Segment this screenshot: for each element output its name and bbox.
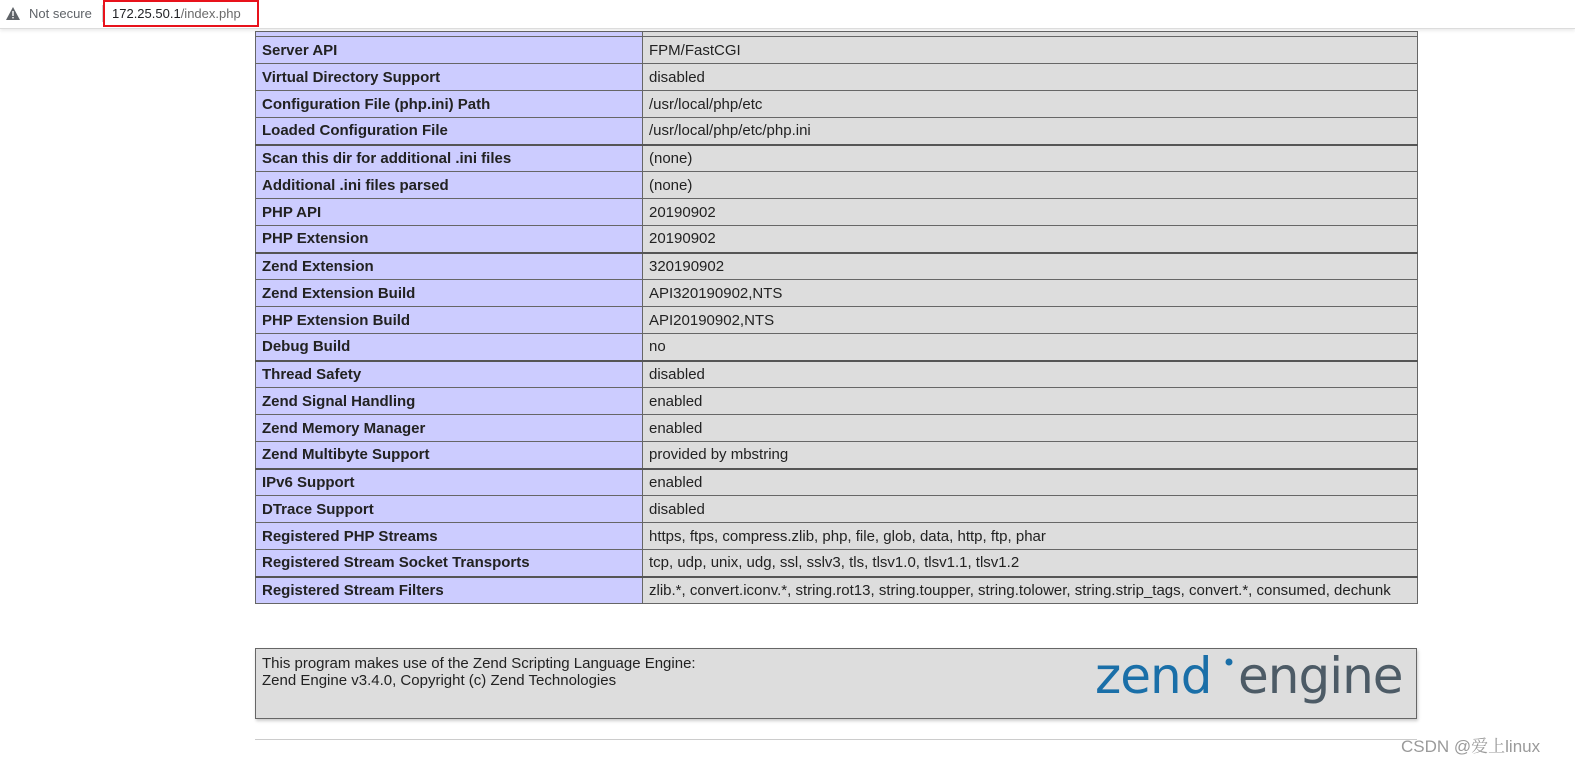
config-name-cell: DTrace Support [256,496,643,523]
config-value-cell: 20190902 [643,199,1418,226]
config-value-cell: no [643,334,1418,361]
config-name-cell: Scan this dir for additional .ini files [256,145,643,172]
zend-logo-word-engine: engine [1238,651,1403,705]
config-name-cell: Server API [256,37,643,64]
config-value-cell: /usr/local/php/etc/php.ini [643,118,1418,145]
table-row [256,334,1418,361]
config-name-cell: Registered Stream Socket Transports [256,550,643,577]
config-value-cell: disabled [643,361,1418,388]
table-row [256,388,1418,415]
config-value-cell: /usr/local/php/etc [643,91,1418,118]
table-row [256,280,1418,307]
table-row [256,550,1418,577]
table-row [256,523,1418,550]
table-row [256,226,1418,253]
table-row [256,442,1418,469]
table-row [256,37,1418,64]
zend-engine-logo[interactable] [1095,651,1411,715]
config-name-cell: Thread Safety [256,361,643,388]
config-name-cell: IPv6 Support [256,469,643,496]
config-name-cell: Loaded Configuration File [256,118,643,145]
url-field[interactable] [112,6,241,21]
zend-info-text [262,655,696,689]
zend-logo-word-zend: zend [1095,651,1212,705]
table-row [256,64,1418,91]
config-value-cell: zlib.*, convert.iconv.*, string.rot13, string.toupper, string.tolower, string.strip_tags, convert.*, consumed, dechunk [643,577,1418,604]
config-name-cell: Zend Extension Build [256,280,643,307]
config-value-cell: provided by mbstring [643,442,1418,469]
config-name-cell: Additional .ini files parsed [256,172,643,199]
config-name-cell: PHP Extension Build [256,307,643,334]
table-row [256,415,1418,442]
config-name-cell: PHP Extension [256,226,643,253]
browser-address-bar [0,0,1575,29]
config-name-cell: Zend Extension [256,253,643,280]
config-value-cell: 20190902 [643,226,1418,253]
config-value-cell: disabled [643,496,1418,523]
config-value-cell: enabled [643,415,1418,442]
config-value-cell: https, ftps, compress.zlib, php, file, glob, data, http, ftp, phar [643,523,1418,550]
table-row [256,145,1418,172]
config-value-cell: 320190902 [643,253,1418,280]
table-row [256,199,1418,226]
config-name-cell: PHP API [256,199,643,226]
config-name-cell: Registered Stream Filters [256,577,643,604]
config-value-cell: (none) [643,145,1418,172]
config-value-cell: tcp, udp, unix, udg, ssl, sslv3, tls, tlsv1.0, tlsv1.1, tlsv1.2 [643,550,1418,577]
table-row [256,307,1418,334]
table-row [256,172,1418,199]
url-host: 172.25.50.1 [112,6,181,21]
zend-info-line2: Zend Engine v3.4.0, Copyright (c) Zend Technologies [262,672,617,689]
table-row [256,469,1418,496]
config-value-cell: enabled [643,469,1418,496]
config-name-cell: Registered PHP Streams [256,523,643,550]
zend-logo-registered-mark [1226,659,1233,666]
footer-divider [255,739,1417,740]
warning-triangle-icon [6,7,20,20]
zend-engine-info-box [255,648,1417,719]
table-row [256,118,1418,145]
url-path: /index.php [180,6,241,21]
config-name-cell: Zend Signal Handling [256,388,643,415]
config-value-cell: enabled [643,388,1418,415]
table-row [256,361,1418,388]
csdn-watermark: CSDN @爱上linux [1401,737,1541,756]
config-value-cell: (none) [643,172,1418,199]
config-name-cell: Zend Multibyte Support [256,442,643,469]
config-value-cell: disabled [643,64,1418,91]
config-name-cell: Zend Memory Manager [256,415,643,442]
zend-info-line1: This program makes use of the Zend Scripting Language Engine: [262,655,696,672]
not-secure-label[interactable]: Not secure [29,6,92,21]
phpinfo-config-table [255,31,1418,604]
table-row [256,496,1418,523]
table-row [256,91,1418,118]
config-name-cell: Virtual Directory Support [256,64,643,91]
table-row [256,577,1418,604]
config-value-cell: API320190902,NTS [643,280,1418,307]
config-value-cell: FPM/FastCGI [643,37,1418,64]
config-value-cell: API20190902,NTS [643,307,1418,334]
config-name-cell: Configuration File (php.ini) Path [256,91,643,118]
config-name-cell: Debug Build [256,334,643,361]
table-row [256,253,1418,280]
